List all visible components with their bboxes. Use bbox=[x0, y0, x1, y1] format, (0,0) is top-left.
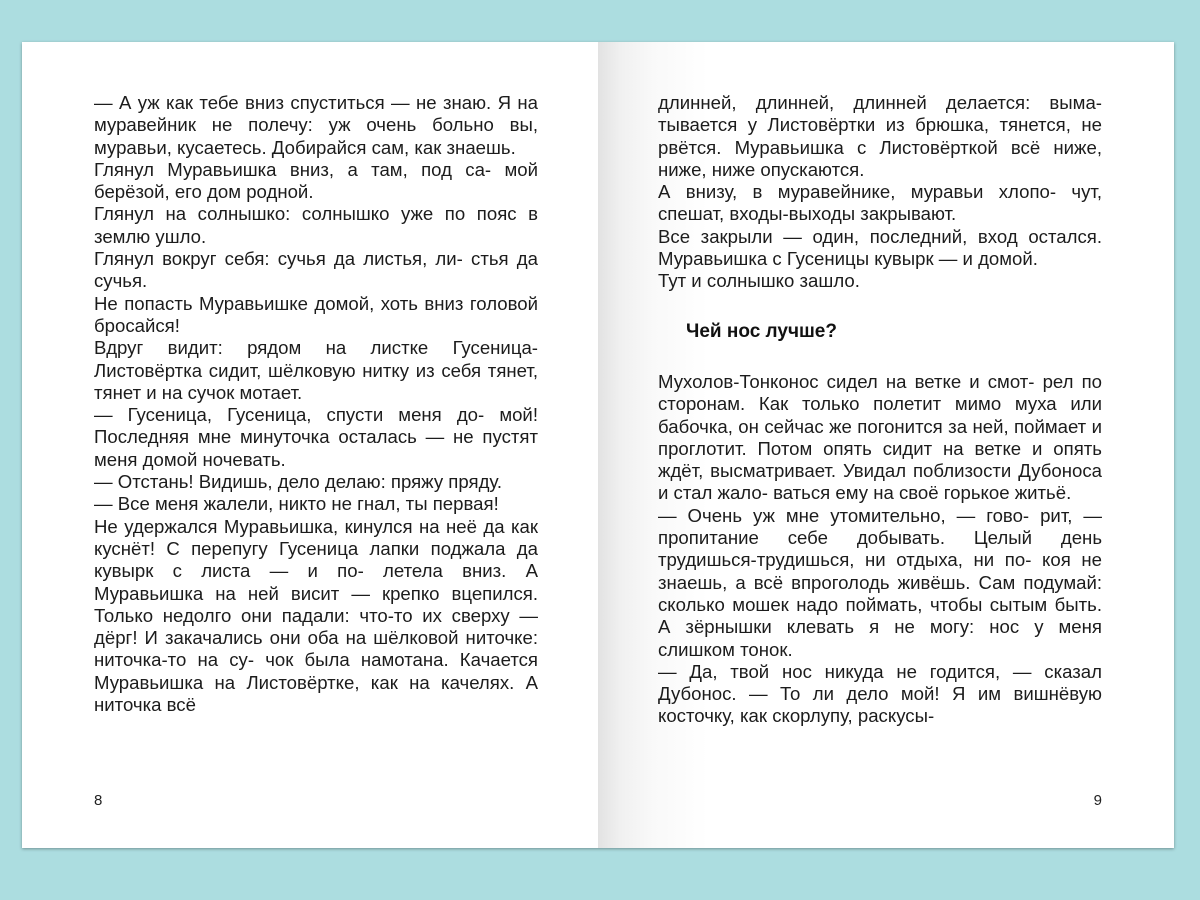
paragraph: Глянул вокруг себя: сучья да листья, ли- стья да сучья. bbox=[94, 248, 538, 292]
book-spread bbox=[22, 42, 1174, 848]
paragraph: Вдруг видит: рядом на листке Гусеница- Листовёртка сидит, шёлковую нитку из себя тянет, тянет и на сучок мотает. bbox=[94, 337, 538, 403]
paragraph: Мухолов-Тонконос сидел на ветке и смот- рел по сторонам. Как только полетит мимо муха или бабочка, он сейчас же погонится за ней, поймает и проглотит. Потом опять сидит на ветке и опять ждёт, высматривает. Увидал поблизости Дубоноса и стал жало- ваться ему на своё горькое житьё. bbox=[658, 370, 1102, 504]
paragraph: длинней, длинней, длинней делается: выма- тывается у Листовёртки из брюшка, тянется, не рвётся. Муравьишка с Листовёрткой всё ниже, ниже, ниже опускаются. bbox=[658, 92, 1102, 180]
paragraph: — А уж как тебе вниз спуститься — не знаю. Я на муравейник не полечу: уж очень больно вы, муравьи, кусаетесь. Добирайся сам, как знаешь. bbox=[94, 92, 538, 158]
paragraph: — Гусеница, Гусеница, спусти меня до- мой! Последняя мне минуточка осталась — не пустят меня домой ночевать. bbox=[94, 404, 538, 470]
page-number-left: 8 bbox=[94, 792, 103, 809]
section-spacer bbox=[658, 293, 1102, 321]
paragraph: Тут и солнышко зашло. bbox=[658, 270, 860, 292]
right-page-text bbox=[658, 92, 1102, 728]
paragraph: — Очень уж мне утомительно, — гово- рит, — пропитание себе добывать. Целый день трудишься-трудишься, ни отдыха, ни по- коя не знаешь, а всё впроголодь живёшь. Сам подумай: сколько мошек надо поймать, чтобы сытым быть. А зёрнышки клевать я не могу: нос у меня слишком тонок. bbox=[658, 504, 1103, 660]
page-number-right: 9 bbox=[1093, 792, 1102, 809]
right-page bbox=[598, 42, 1174, 848]
paragraph: Не удержался Муравьишка, кинулся на неё да как куснёт! С перепугу Гусеница лапки поджала да кувырк с листа — и по- летела вниз. А Муравьишка на ней висит — крепко вцепился. Только недолго они падали: что-то их сверху — дёрг! И закачались они оба на шёлковой ниточке: ниточка-то на су- чок была намотана. Качается Муравьишка на Листовёртке, как на качелях. А ниточка всё bbox=[94, 515, 539, 716]
chapter-title: Чей нос лучше? bbox=[686, 320, 837, 342]
paragraph: А внизу, в муравейнике, муравьи хлопо- чут, спешат, входы-выходы закрывают. bbox=[658, 181, 1103, 225]
paragraph: Глянул Муравьишка вниз, а там, под са- мой берёзой, его дом родной. bbox=[94, 158, 538, 203]
left-page bbox=[22, 42, 598, 848]
paragraph: Все закрыли — один, последний, вход остался. Муравьишка с Гусеницы кувырк — и домой. bbox=[658, 225, 1102, 270]
left-page-text bbox=[94, 92, 538, 716]
paragraph: — Да, твой нос никуда не годится, — сказал Дубонос. — То ли дело мой! Я им вишнёвую косточку, как скорлупу, раскусы- bbox=[658, 660, 1102, 727]
paragraph: — Отстань! Видишь, дело делаю: пряжу пряду. bbox=[94, 471, 503, 493]
paragraph: Не попасть Муравьишке домой, хоть вниз головой бросайся! bbox=[94, 292, 538, 336]
paragraph: Глянул на солнышко: солнышко уже по пояс в землю ушло. bbox=[94, 203, 539, 247]
section-spacer bbox=[658, 343, 1102, 371]
paragraph: — Все меня жалели, никто не гнал, ты первая! bbox=[94, 493, 499, 515]
